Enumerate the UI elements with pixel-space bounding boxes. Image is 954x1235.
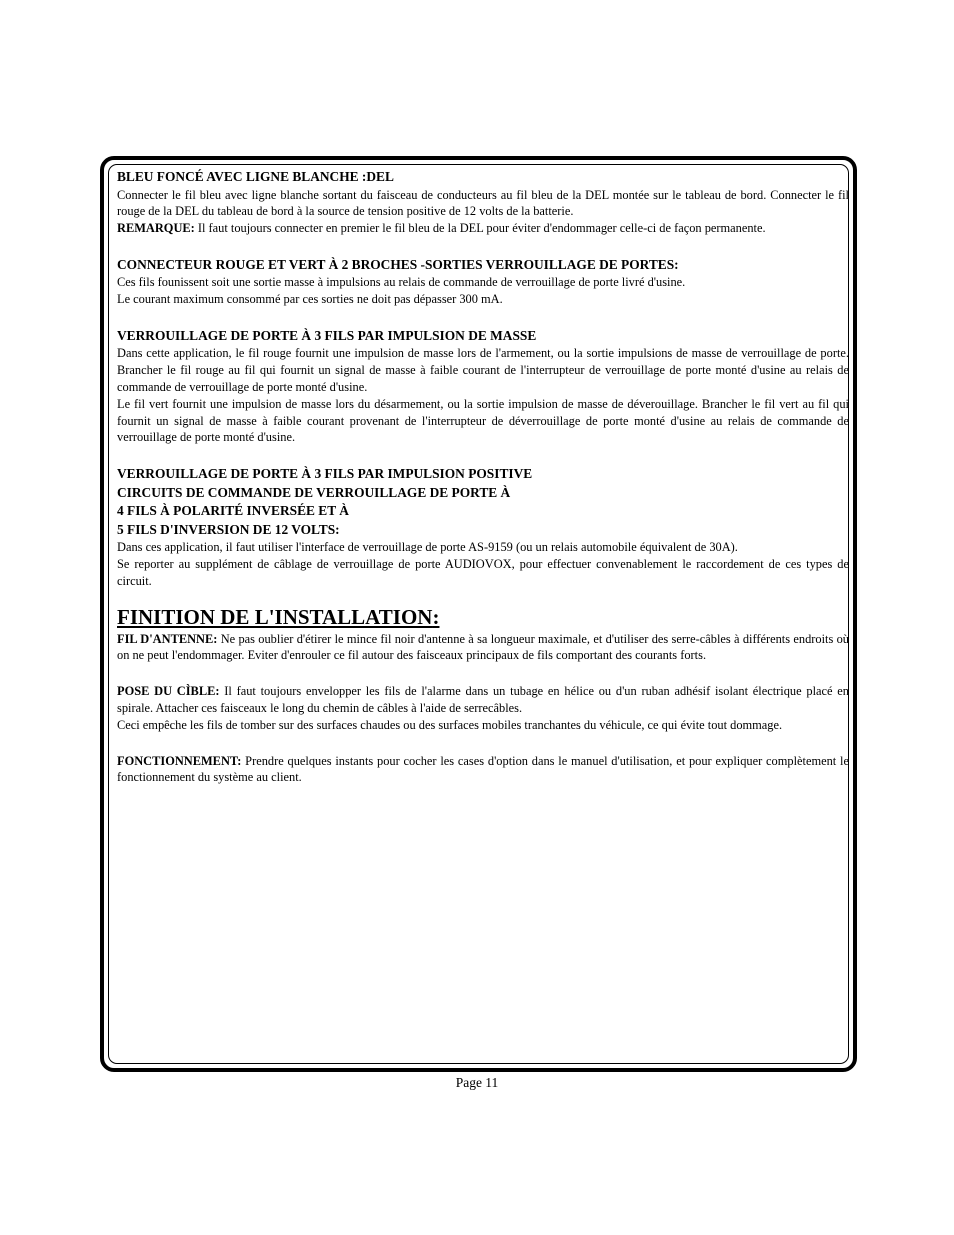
paragraph-connector-1: Ces fils founissent soit une sortie masse à impulsions au relais de commande de verrouillage de porte livré d'usine.	[117, 275, 686, 290]
paragraph-positive-pulse-2: Se reporter au supplément de câblage de verrouillage de porte AUDIOVOX, pour effectuer convenablement le raccordement de ces types de circuit.	[117, 557, 849, 588]
paragraph-cible	[117, 683, 849, 717]
section-heading-connector: CONNECTEUR ROUGE ET VERT À 2 BROCHES -SORTIES VERROUILLAGE DE PORTES:	[117, 256, 679, 272]
section-heading-positive-pulse-2: CIRCUITS DE COMMANDE DE VERROUILLAGE DE PORTE À	[117, 484, 511, 500]
section-heading-del: BLEU FONCÉ AVEC LIGNE BLANCHE :DEL	[117, 169, 394, 184]
antenne-text: Ne pas oublier d'étirer le mince fil noir d'antenne à sa longueur maximale, et d'utiliser des serre-câbles à différents endroits où on ne peut l'endommager. Eviter d'enrouler ce fil autour des faisceaux principaux de fils comportant des courants forts.	[117, 631, 850, 663]
fonct-label: FONCTIONNEMENT:	[117, 753, 242, 768]
fonct-text: Prendre quelques instants pour cocher les cases d'option dans le manuel d'utilisation, et pour expliquer complètement le fonctionnement du système au client.	[117, 753, 849, 785]
paragraph-antenne	[117, 631, 849, 665]
section-heading-ground-pulse: VERROUILLAGE DE PORTE À 3 FILS PAR IMPULSION DE MASSE	[117, 327, 537, 343]
finition-title	[117, 605, 849, 629]
paragraph-positive-pulse-1: Dans ces application, il faut utiliser l'interface de verrouillage de porte AS-9159 (ou un relais automobile équivalent de 30A).	[117, 540, 738, 555]
section-heading-positive-pulse-4: 5 FILS D'INVERSION DE 12 VOLTS:	[117, 521, 340, 537]
paragraph-del: Connecter le fil bleu avec ligne blanche sortant du faisceau de conducteurs au fil bleu de la DEL montée sur le tableau de bord. Connecter le fil rouge de la DEL du tableau de bord à la source de tension positive de 12 volts de la batterie.	[117, 187, 849, 219]
paragraph-cible-2: Ceci empêche les fils de tomber sur des surfaces chaudes ou des surfaces mobiles tranchantes du véhicule, ce qui évite tout dommage.	[117, 717, 783, 732]
remark-text: Il faut toujours connecter en premier le fil bleu de la DEL pour éviter d'endommager celle-ci de façon permanente.	[194, 221, 766, 236]
finition-title-colon: :	[432, 604, 440, 629]
remark-label: REMARQUE:	[117, 221, 195, 236]
page-content	[117, 168, 849, 786]
finition-title-text: FINITION DE L'INSTALLATION	[117, 604, 433, 629]
paragraph-connector-2: Le courant maximum consommé par ces sorties ne doit pas dépasser 300 mA.	[117, 292, 503, 307]
cible-label: POSE DU CÌBLE:	[117, 684, 220, 699]
section-heading-positive-pulse-3: 4 FILS À POLARITÉ INVERSÉE ET À	[117, 503, 349, 519]
paragraph-ground-pulse-1: Dans cette application, le fil rouge fournit une impulsion de masse lors de l'armement, ou la sortie impulsions de masse de verrouillage de porte. Brancher le fil rouge au fil qui fournit un signal de masse à faible courant de l'interrupteur de verrouillage de porte monté d'usine au relais de commande de verrouillage de porte monté d'usine.	[117, 346, 849, 395]
page-number: Page 11	[455, 1075, 499, 1090]
antenne-label: FIL D'ANTENNE:	[117, 631, 218, 646]
paragraph-ground-pulse-2: Le fil vert fournit une impulsion de masse lors du désarmement, ou la sortie impulsion de masse de déverouillage. Brancher le fil vert au fil qui fournit un signal de masse à faible courant provenant de l'interrupteur de déverrouillage de porte monté d'usine au relais de commande de verrouillage de porte monté d'usine.	[117, 396, 849, 445]
cible-text: Il faut toujours envelopper les fils de l'alarme dans un tubage en hélice ou d'un ruban adhésif isolant électrique placé en spirale. Attacher ces faisceaux le long du chemin de câbles à l'aide de serrecâbles.	[117, 684, 849, 716]
paragraph-remark	[117, 220, 849, 237]
paragraph-fonctionnement	[117, 753, 849, 787]
section-heading-positive-pulse-1: VERROUILLAGE DE PORTE À 3 FILS PAR IMPULSION POSITIVE	[117, 466, 533, 482]
